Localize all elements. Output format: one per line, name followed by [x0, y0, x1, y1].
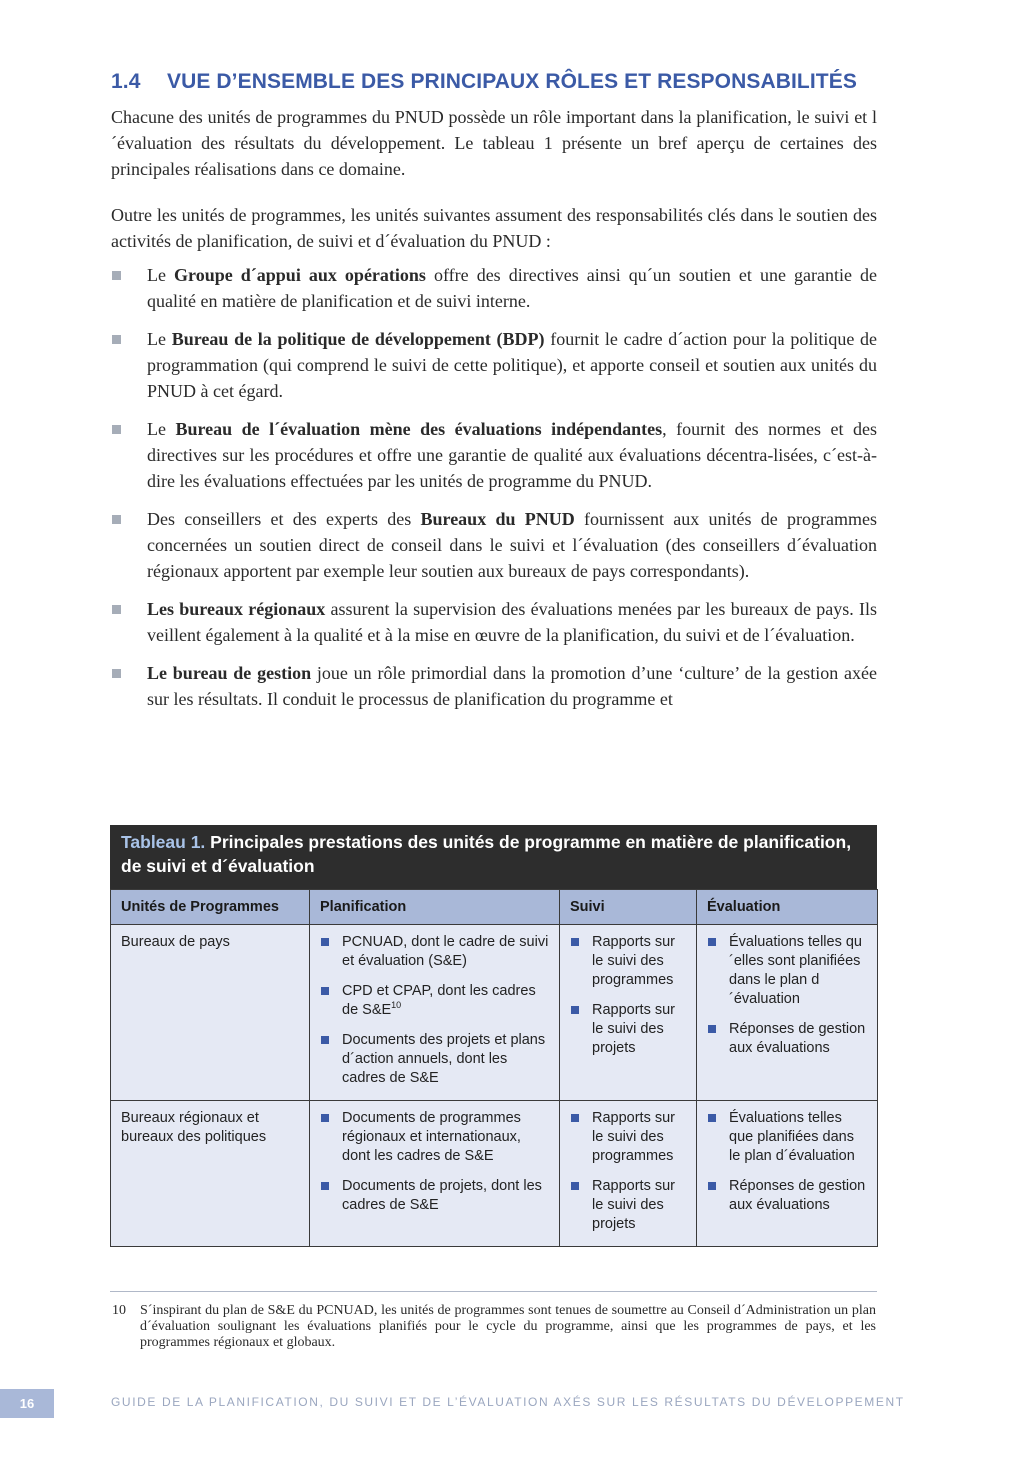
footnote-ref: 10 [391, 1000, 402, 1011]
table-1 [110, 825, 877, 1247]
bullet-square-icon [321, 1182, 329, 1190]
bullet-square-icon [321, 938, 329, 946]
list-item: Le Bureau de la politique de développement (BDP) fournit le cadre d´action pour la politique de programmation (qui comprend le suivi de cette politique), et apporte conseil et soutien aux unités du PNUD à cet égard. [111, 326, 877, 404]
bullet-square-icon [112, 669, 121, 678]
table-row [111, 1101, 878, 1247]
column-header-planification: Planification [310, 890, 560, 925]
footnote-number: 10 [112, 1303, 126, 1318]
column-header-evaluation: Évaluation [697, 890, 878, 925]
table-label: Tableau 1. [121, 832, 206, 852]
deliverables-table [110, 889, 878, 1247]
list-item: Documents des projets et plans d´action annuels, dont les cadres de S&E [320, 1031, 549, 1088]
section-heading [111, 70, 877, 94]
table-row [111, 925, 878, 1101]
list-item: Rapports sur le suivi des programmes [570, 1109, 686, 1166]
units-paragraph: Outre les unités de programmes, les unités suivantes assument des responsabilités clés dans le soutien des activités de planification, de suivi et d´évaluation du PNUD : [111, 205, 877, 251]
table-cell-evaluation [697, 1101, 878, 1247]
column-header-units: Unités de Programmes [111, 890, 310, 925]
bullet-square-icon [112, 335, 121, 344]
list-item: Rapports sur le suivi des programmes [570, 933, 686, 990]
running-footer: GUIDE DE LA PLANIFICATION, DU SUIVI ET DE L’ÉVALUATION AXÉS SUR LES RÉSULTATS DU DÉVELOPPEMENT [111, 1395, 905, 1409]
page-number: 16 [0, 1389, 54, 1418]
section-number: 1.4 [111, 70, 141, 93]
footnote-divider [110, 1291, 877, 1292]
bullet-square-icon [571, 938, 579, 946]
bullet-square-icon [708, 1182, 716, 1190]
table-cell-planification [310, 1101, 560, 1247]
list-item: Les bureaux régionaux assurent la supervision des évaluations menées par les bureaux de pays. Ils veillent également à la qualité et à la mise en œuvre de la planification, du suivi et de l´évaluation. [111, 596, 877, 648]
bullet-square-icon [112, 425, 121, 434]
table-cell-unit: Bureaux régionaux et bureaux des politiques [111, 1101, 310, 1247]
bullet-square-icon [708, 1114, 716, 1122]
bullet-square-icon [112, 271, 121, 280]
table-title [110, 825, 877, 889]
list-item: Rapports sur le suivi des projets [570, 1177, 686, 1234]
column-header-suivi: Suivi [560, 890, 697, 925]
list-item: Rapports sur le suivi des projets [570, 1001, 686, 1058]
section-title: VUE D’ENSEMBLE DES PRINCIPAUX RÔLES ET RESPONSABILITÉS [167, 70, 857, 93]
responsibility-list [111, 262, 877, 712]
list-item: Le Groupe d´appui aux opérations offre des directives ainsi qu´un soutien et une garantie de qualité en matière de planification et de suivi interne. [111, 262, 877, 314]
bullet-square-icon [571, 1114, 579, 1122]
list-item: CPD et CPAP, dont les cadres de $S\&E^{10}$ [320, 982, 549, 1020]
bullet-square-icon [571, 1182, 579, 1190]
list-item: Documents de programmes régionaux et internationaux, dont les cadres de S&E [320, 1109, 549, 1166]
table-cell-suivi [560, 1101, 697, 1247]
table-cell-planification [310, 925, 560, 1101]
table-cell-unit: Bureaux de pays [111, 925, 310, 1101]
bullet-square-icon [321, 1036, 329, 1044]
list-item: Documents de projets, dont les cadres de S&E [320, 1177, 549, 1215]
intro-paragraph: Chacune des unités de programmes du PNUD possède un rôle important dans la planification, le suivi et l´évaluation des résultats du développement. Le tableau 1 présente un bref aperçu de certaines des principales réalisations dans ce domaine. [111, 107, 877, 179]
list-item: Évaluations telles qu´elles sont planifiées dans le plan d´évaluation [707, 933, 867, 1009]
bullet-square-icon [112, 515, 121, 524]
bullet-square-icon [708, 938, 716, 946]
table-cell-suivi [560, 925, 697, 1101]
bullet-square-icon [321, 1114, 329, 1122]
footnote [112, 1303, 876, 1351]
list-item: Le bureau de gestion joue un rôle primordial dans la promotion d’une ‘culture’ de la gestion axée sur les résultats. Il conduit le processus de planification du programme et [111, 660, 877, 712]
list-item: Le Bureau de l´évaluation mène des évaluations indépendantes, fournit des normes et des directives sur les procédures et offre une garantie de qualité aux évaluations décentra-lisées, c´est-à-dire les évaluations effectuées par les unités de programme du PNUD. [111, 416, 877, 494]
bullet-square-icon [321, 987, 329, 995]
table-header-row [111, 890, 878, 925]
list-item: Réponses de gestion aux évaluations [707, 1020, 867, 1058]
bullet-square-icon [571, 1006, 579, 1014]
main-content [111, 70, 877, 724]
list-item: Réponses de gestion aux évaluations [707, 1177, 867, 1215]
list-item: PCNUAD, dont le cadre de suivi et évaluation (S&E) [320, 933, 549, 971]
bullet-square-icon [112, 605, 121, 614]
footnote-text: S´inspirant du plan de S&E du PCNUAD, les unités de programmes sont tenues de soumettre au Conseil d´Administration un plan d´évaluation soulignant les évaluations planifiés pour le cycle du programme, ainsi que les programmes de pays, et les programmes régionaux et globaux. [140, 1303, 876, 1350]
bullet-square-icon [708, 1025, 716, 1033]
list-item: Des conseillers et des experts des Bureaux du PNUD fournissent aux unités de programmes concernées un soutien direct de conseil dans le suivi et l´évaluation (des conseillers d´évaluation régionaux apportent par exemple leur soutien aux bureaux de pays correspondants). [111, 506, 877, 584]
table-title-text: Principales prestations des unités de programme en matière de planification, de suivi et d´évaluation [121, 832, 852, 876]
list-item: Évaluations telles que planifiées dans le plan d´évaluation [707, 1109, 867, 1166]
table-cell-evaluation [697, 925, 878, 1101]
